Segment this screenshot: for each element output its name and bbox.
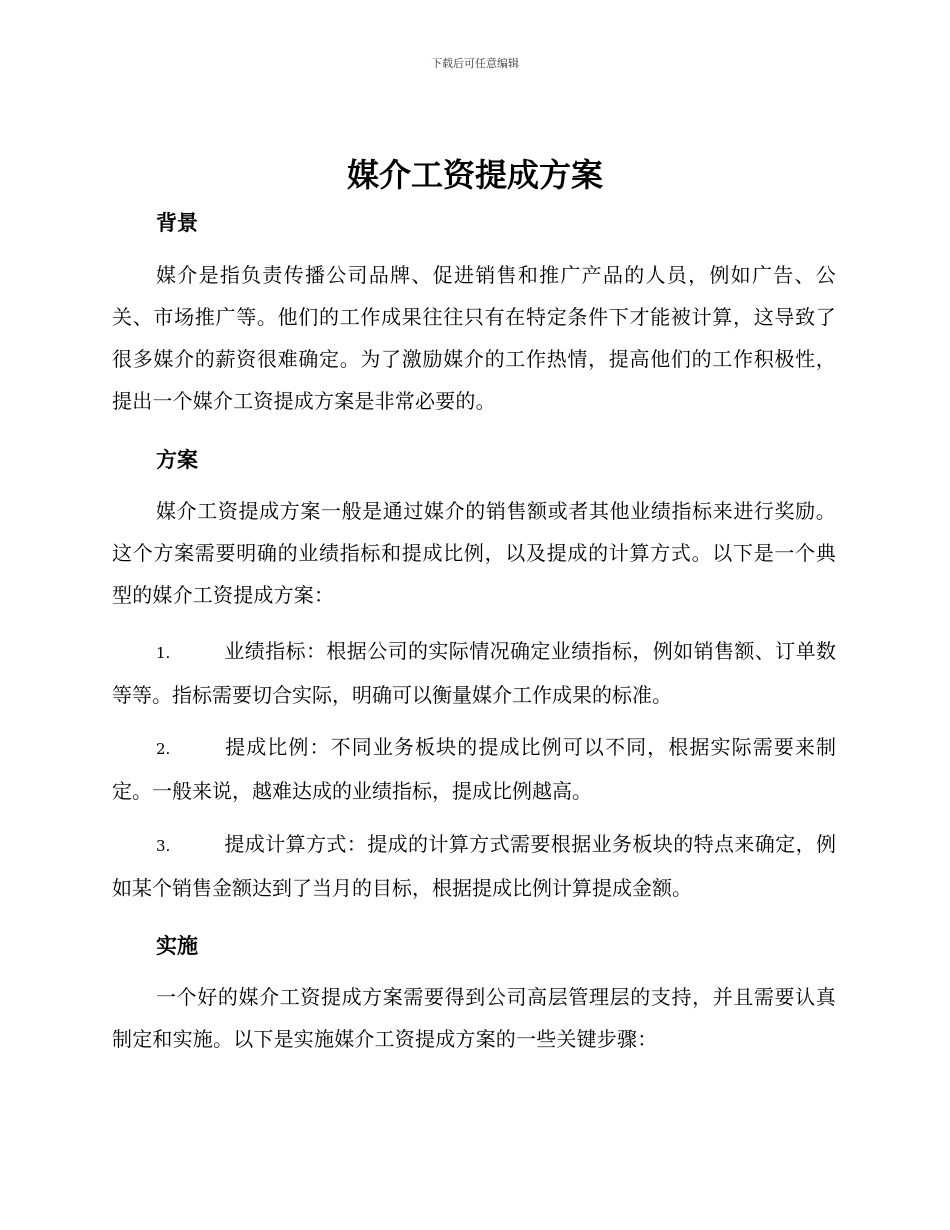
background-paragraph: 媒介是指负责传播公司品牌、促进销售和推广产品的人员，例如广告、公关、市场推广等。他们的工作成果往往只有在特定条件下才能被计算，这导致了很多媒介的薪资很难确定。为了激励媒介的工作热情，提高他们的工作积极性，提出一个媒介工资提成方案是非常必要的。 (112, 263, 836, 413)
implementation-paragraph: 一个好的媒介工资提成方案需要得到公司高层管理层的支持，并且需要认真制定和实施。以下是实施媒介工资提成方案的一些关键步骤： (112, 985, 836, 1051)
document-title: 媒介工资提成方案 (346, 156, 603, 194)
list-item-text: 提成计算方式：提成的计算方式需要根据业务板块的特点来确定，例如某个销售金额达到了当月的目标，根据提成比例计算提成金额。 (112, 832, 836, 900)
section-heading-background: 背景 (156, 211, 198, 235)
plan-paragraph: 媒介工资提成方案一般是通过媒介的销售额或者其他业绩指标来进行奖励。这个方案需要明确的业绩指标和提成比例，以及提成的计算方式。以下是一个典型的媒介工资提成方案： (112, 499, 836, 607)
list-item (112, 630, 836, 716)
list-item-text: 提成比例：不同业务板块的提成比例可以不同，根据实际需要来制定。一般来说，越难达成的业绩指标，提成比例越高。 (112, 735, 836, 803)
list-item (112, 726, 836, 812)
section-heading-plan: 方案 (156, 448, 198, 472)
header-note: 下载后可任意编辑 (431, 57, 519, 70)
section-heading-implementation: 实施 (156, 934, 198, 958)
list-item-number: 2. (156, 740, 171, 758)
list-item-text: 业绩指标：根据公司的实际情况确定业绩指标，例如销售额、订单数等等。指标需要切合实际，明确可以衡量媒介工作成果的标准。 (112, 639, 836, 707)
list-item-number: 3. (156, 837, 171, 855)
list-item-number: 1. (156, 644, 171, 662)
list-item (112, 823, 836, 909)
